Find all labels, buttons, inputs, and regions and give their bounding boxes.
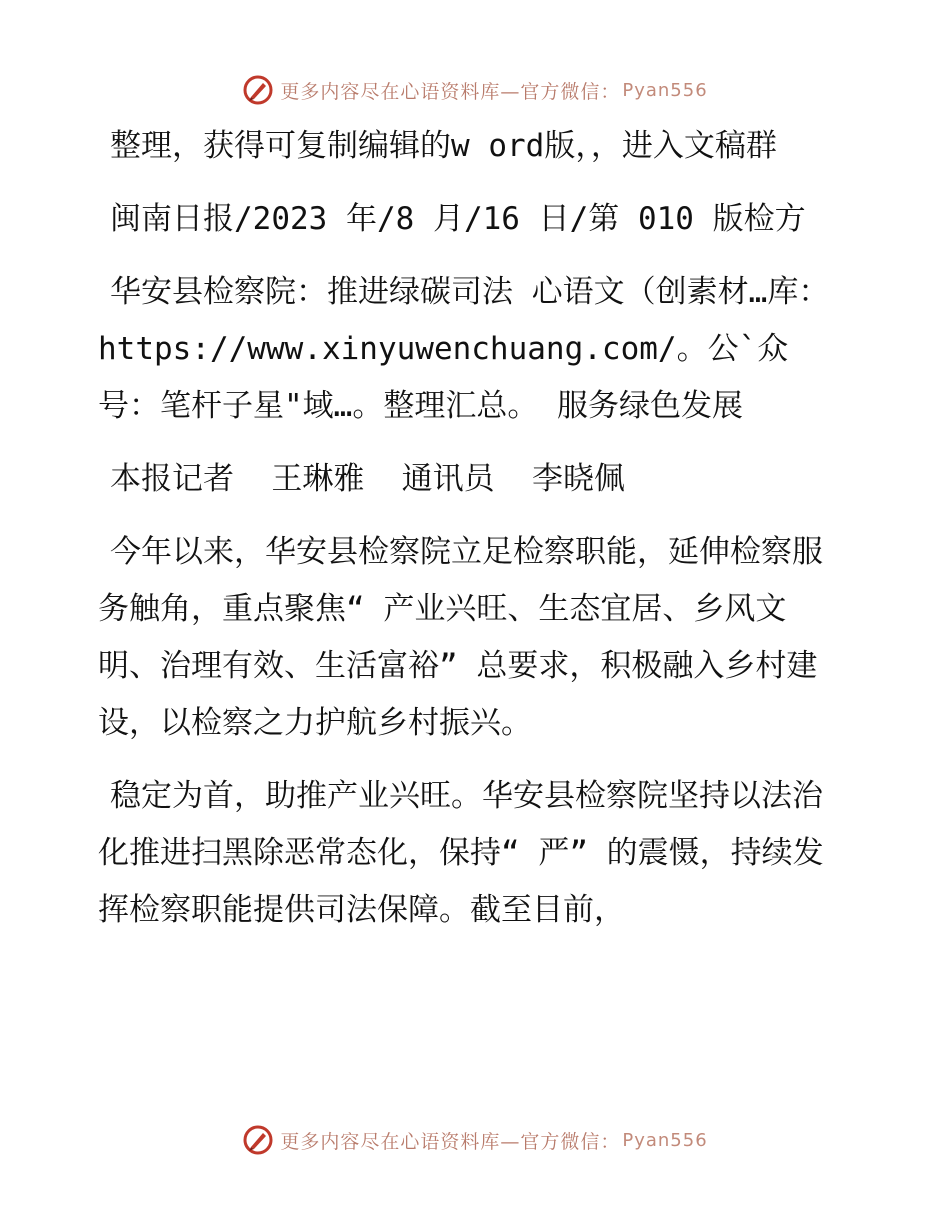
- document-body: [98, 118, 838, 955]
- pen-logo-icon: [242, 1124, 274, 1156]
- paragraph-title: 华安县检察院：推进绿碳司法 心语文（创素材…库：https://www.xinyuwenchuang.com/。公`众号：笔杆子星"域…。整理汇总。 服务绿色发展: [98, 274, 830, 424]
- footer-banner: [0, 1120, 950, 1160]
- banner-wechat-id: Pyan556: [622, 79, 708, 101]
- pen-logo-icon: [242, 74, 274, 106]
- banner-text: 更多内容尽在心语资料库—官方微信：: [280, 1130, 621, 1153]
- paragraph-source: 闽南日报/2023 年/8 月/16 日/第 010 版检方: [110, 201, 806, 237]
- header-banner: [0, 70, 950, 110]
- paragraph-body-1: 今年以来，华安县检察院立足检察职能，延伸检察服务触角，重点聚焦“ 产业兴旺、生态宜居、乡风文明、治理有效、生活富裕” 总要求，积极融入乡村建设，以检察之力护航乡村振兴。: [98, 534, 823, 741]
- banner-text: 更多内容尽在心语资料库—官方微信：: [280, 80, 621, 103]
- paragraph-intro: 整理，获得可复制编辑的w ord版，，进入文稿群: [110, 128, 777, 164]
- paragraph-byline: 本报记者 王琳雅 通讯员 李晓佩: [110, 461, 625, 497]
- banner-wechat-id: Pyan556: [622, 1129, 708, 1151]
- paragraph-body-2: 稳定为首，助推产业兴旺。华安县检察院坚持以法治化推进扫黑除恶常态化，保持“ 严” 的震慑，持续发挥检察职能提供司法保障。截至目前，: [98, 778, 824, 928]
